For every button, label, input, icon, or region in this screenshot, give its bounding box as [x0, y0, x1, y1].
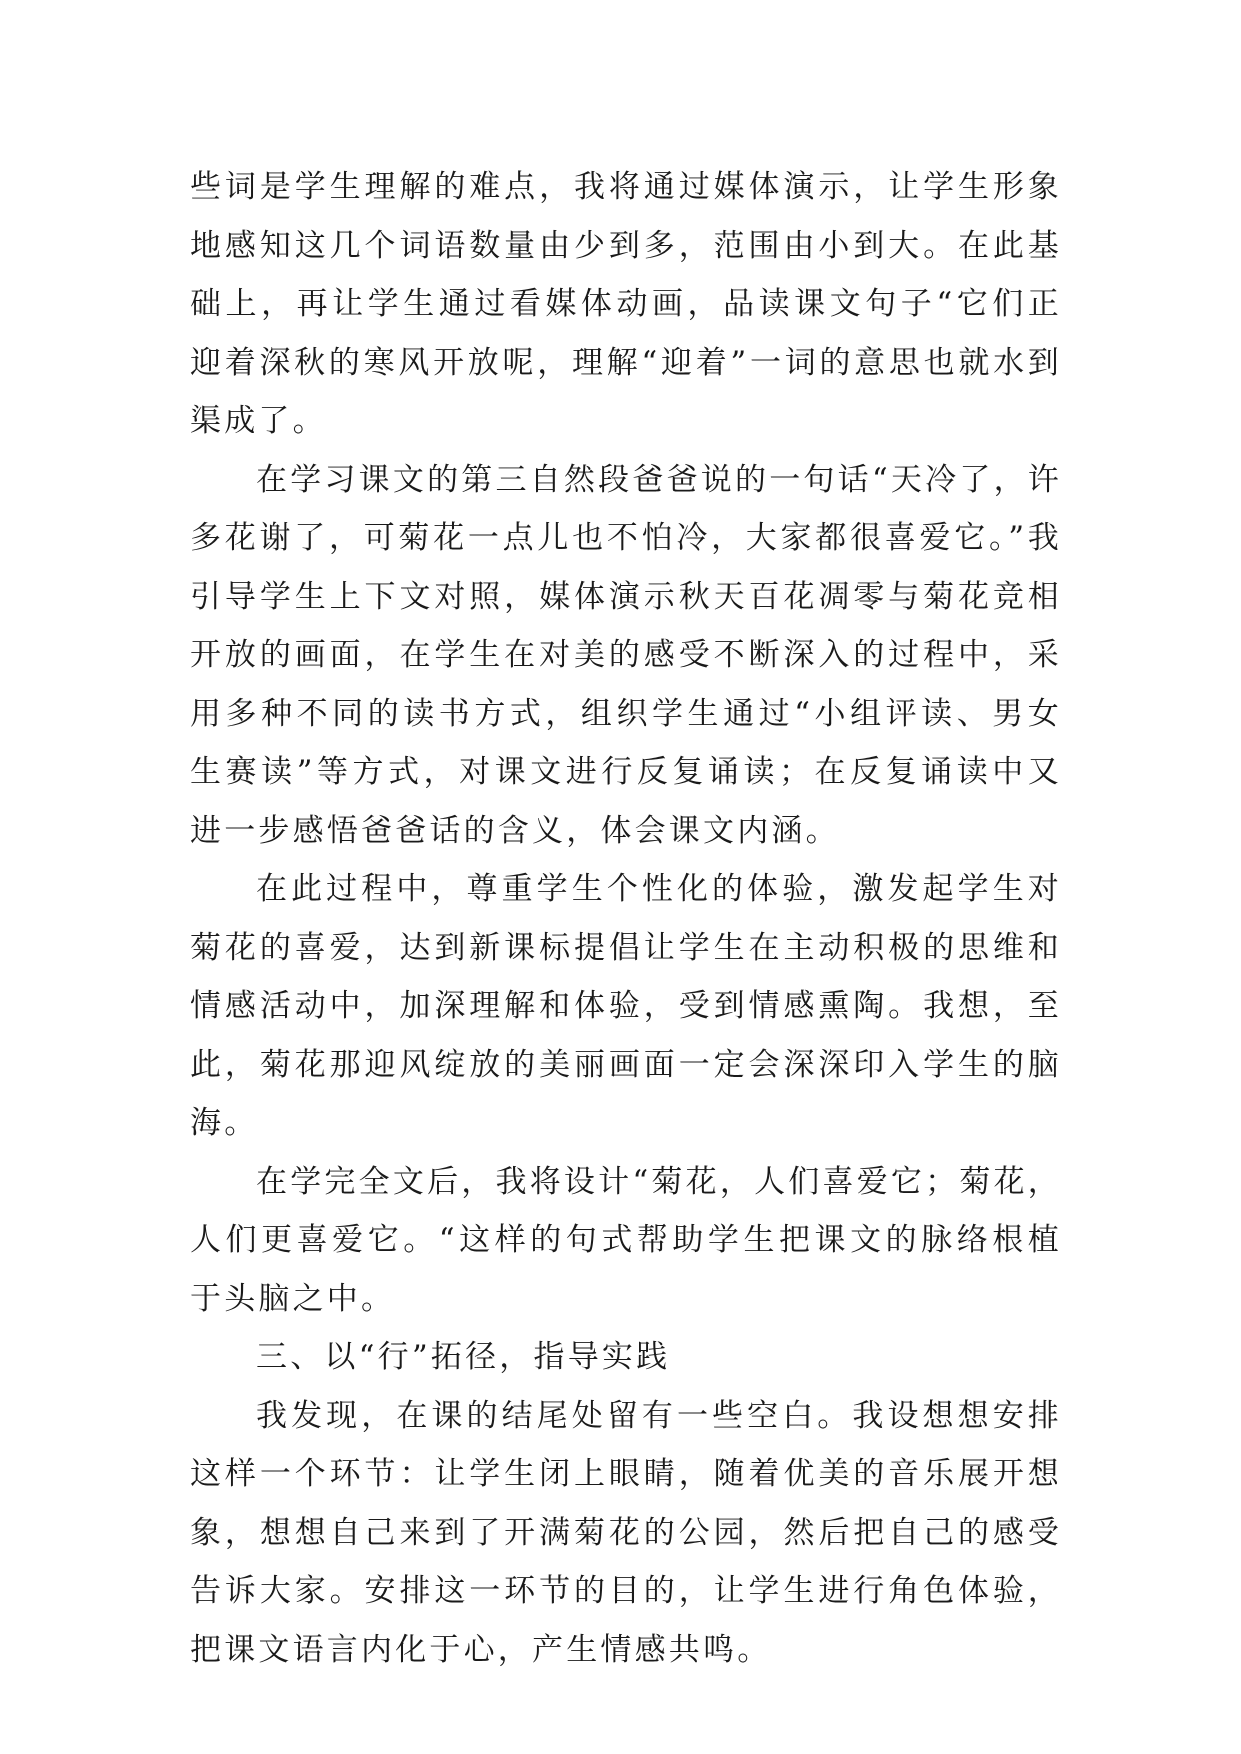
paragraph-5: 我发现，在课的结尾处留有一些空白。我设想想安排这样一个环节：让学生闭上眼睛，随着优美的音乐展开想象，想想自己来到了开满菊花的公园，然后把自己的感受告诉大家。安排这一环节的目的，让学生进行角色体验，把课文语言内化于心，产生情感共鸣。 [190, 1397, 1062, 1668]
body-text [190, 158, 1062, 1679]
section-heading: 三、以“行”拓径，指导实践 [256, 1339, 671, 1375]
paragraph-4: 在学完全文后，我将设计“菊花，人们喜爱它；菊花，人们更喜爱它。“这样的句式帮助学生把课文的脉络根植于头脑之中。 [190, 1163, 1062, 1317]
paragraph-1: 些词是学生理解的难点，我将通过媒体演示，让学生形象地感知这几个词语数量由少到多，范围由小到大。在此基础上，再让学生通过看媒体动画，品读课文句子“它们正迎着深秋的寒风开放呢，理解“迎着”一词的意思也就水到渠成了。 [190, 169, 1062, 439]
paragraph-2: 在学习课文的第三自然段爸爸说的一句话“天冷了，许多花谢了，可菊花一点儿也不怕冷，大家都很喜爱它。”我引导学生上下文对照，媒体演示秋天百花凋零与菊花竞相开放的画面，在学生在对美的感受不断深入的过程中，采用多种不同的读书方式，组织学生通过“小组评读、男女生赛读”等方式，对课文进行反复诵读；在反复诵读中又进一步感悟爸爸话的含义，体会课文内涵。 [190, 461, 1062, 849]
paragraph-3: 在此过程中，尊重学生个性化的体验，激发起学生对菊花的喜爱，达到新课标提倡让学生在主动积极的思维和情感活动中，加深理解和体验，受到情感熏陶。我想，至此，菊花那迎风绽放的美丽画面一定会深深印入学生的脑海。 [190, 871, 1062, 1141]
